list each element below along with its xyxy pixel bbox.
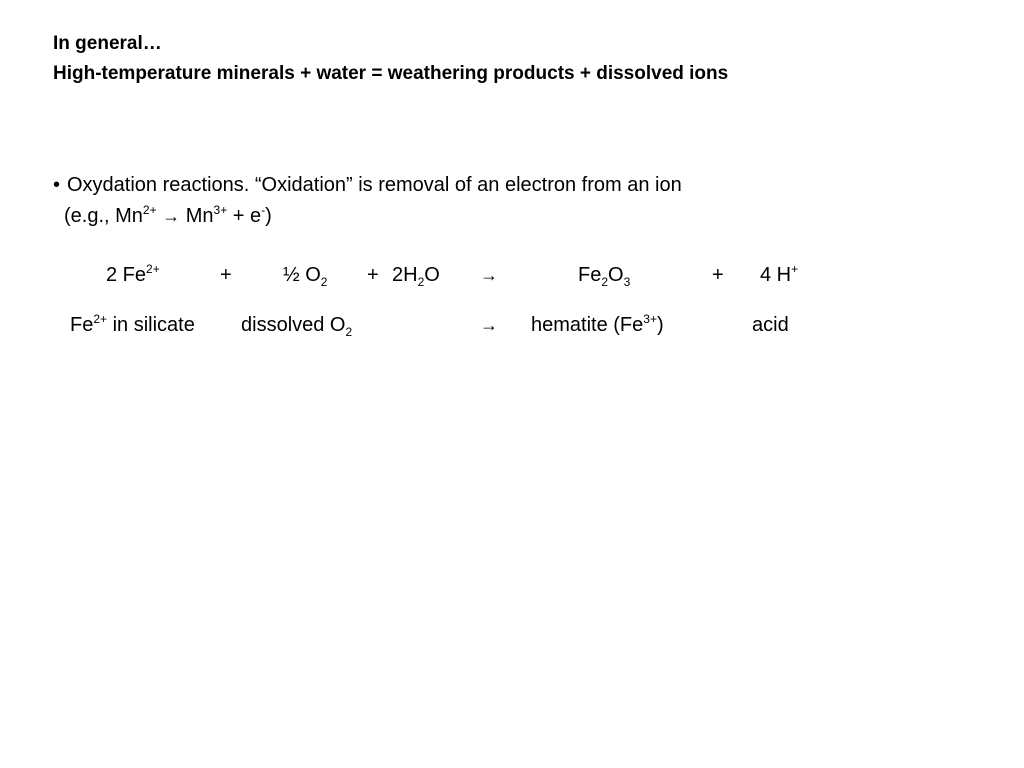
label-dissolved-sub: 2 — [345, 325, 353, 339]
bullet-text: Oxydation reactions. “Oxidation” is removal of an electron from an ion — [67, 174, 682, 196]
eq-reactant-fe — [106, 264, 160, 287]
right-arrow-icon: → — [162, 206, 181, 226]
electron-charge: - — [261, 203, 266, 217]
example-open: (e.g., Mn — [64, 205, 143, 227]
example-line — [64, 205, 272, 228]
h2o-o: O — [424, 264, 440, 286]
bullet-marker: • — [53, 174, 61, 196]
label-dissolved-o2 — [241, 314, 352, 337]
eq-product-h — [760, 264, 798, 287]
example-close: ) — [265, 205, 272, 227]
right-arrow-icon: → — [480, 265, 498, 285]
h-text: 4 H — [760, 264, 792, 286]
label-arrow — [480, 314, 498, 337]
mn-to-charge: 3+ — [213, 203, 228, 217]
heading-line-1: In general… — [53, 33, 162, 54]
h-charge: + — [791, 262, 799, 276]
bullet-item — [53, 174, 682, 197]
h2o-sub: 2 — [417, 275, 425, 289]
eq-arrow — [480, 264, 498, 287]
o2-text: ½ O — [283, 264, 321, 286]
h2o-h: 2H — [392, 264, 418, 286]
eq-product-fe2o3 — [578, 264, 630, 287]
label-fe: Fe — [70, 314, 94, 336]
right-arrow-icon: → — [480, 315, 498, 335]
label-dissolved: dissolved O — [241, 314, 346, 336]
eq-reactant-h2o — [392, 264, 440, 287]
eq-plus-2: + — [367, 264, 379, 286]
fe2o3-sub2: 3 — [623, 275, 631, 289]
heading-line-2: High-temperature minerals + water = weathering products + dissolved ions — [53, 63, 729, 84]
eq-reactant-o2 — [283, 264, 327, 287]
eq-plus-3: + — [712, 264, 724, 286]
fe2o3-o: O — [608, 264, 624, 286]
fe2o3-fe: Fe — [578, 264, 602, 286]
o2-sub: 2 — [320, 275, 328, 289]
fe-charge: 2+ — [146, 262, 160, 276]
eq-plus-1: + — [220, 264, 232, 286]
mn-from-charge: 2+ — [142, 203, 157, 217]
label-silicate: in silicate — [107, 314, 195, 336]
label-hematite-close: ) — [656, 314, 664, 336]
label-fe-silicate — [70, 314, 195, 337]
label-hematite-charge: 3+ — [643, 312, 657, 326]
mn-to: Mn — [185, 205, 214, 227]
fe2o3-sub1: 2 — [601, 275, 609, 289]
label-acid: acid — [752, 314, 789, 336]
plus-electron: + e — [232, 205, 262, 227]
label-hematite — [531, 314, 664, 337]
label-hematite-open: hematite (Fe — [531, 314, 644, 336]
label-fe-charge: 2+ — [93, 312, 108, 326]
fe-coef: 2 Fe — [106, 264, 147, 286]
